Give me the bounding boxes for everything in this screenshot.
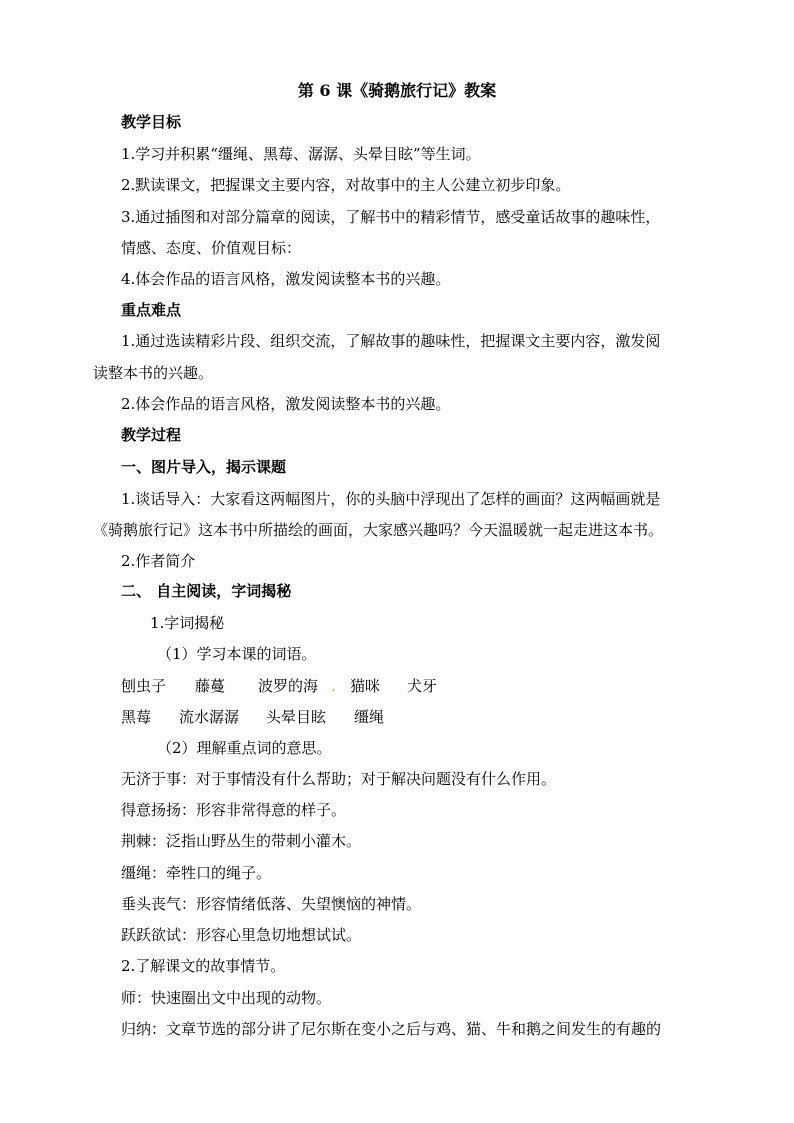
section-1-heading: 一、图片导入，揭示课题: [121, 458, 287, 476]
section-2-sub-1a: （1）学习本课的词语。: [157, 645, 317, 663]
section-2-sub-1: 1.字词揭秘: [150, 614, 225, 632]
section-2-sub-2: 2.了解课文的故事情节。: [121, 957, 286, 975]
key-point-1-line-2: 读整本书的兴趣。: [93, 364, 214, 382]
definition-5: 垂头丧气：形容情绪低落、失望懊恼的神情。: [121, 895, 422, 913]
definition-3: 荆棘：泛指山野丛生的带刺小灌木。: [121, 832, 362, 850]
section-2-heading: 二、 自主阅读，字词揭秘: [121, 582, 292, 600]
objective-values-label: 情感、态度、价值观目标：: [121, 239, 302, 257]
objective-item-1: 1.学习并积累“缰绳、黑莓、潺潺、头晕目眩”等生词。: [121, 145, 481, 163]
section-1-item-2: 2.作者简介: [121, 552, 196, 570]
vocab-word: 犬牙: [407, 677, 438, 695]
vocab-word: 刨虫子: [121, 677, 167, 695]
key-point-1-line-1: 1.通过选读精彩片段、组织交流，了解故事的趣味性，把握课文主要内容，激发阅: [121, 332, 661, 350]
objectives-heading: 教学目标: [121, 113, 182, 131]
definition-4: 缰绳：牵牲口的绳子。: [121, 864, 272, 882]
objective-item-2: 2.默读课文，把握课文主要内容，对故事中的主人公建立初步印象。: [121, 176, 571, 194]
vocab-word: 猫咪: [350, 677, 381, 695]
teacher-instruction: 师：快速圈出文中出现的动物。: [121, 989, 332, 1007]
vocab-word: 藤蔓: [195, 677, 226, 695]
vocab-word: 流水潺潺: [179, 708, 240, 726]
key-point-2: 2.体会作品的语言风格，激发阅读整本书的兴趣。: [121, 395, 451, 413]
vocab-word: 波罗的海: [258, 677, 319, 695]
objective-item-3: 3.通过插图和对部分篇章的阅读，了解书中的精彩情节，感受童话故事的趣味性，: [121, 208, 661, 226]
section-2-sub-1b: （2）理解重点词的意思。: [157, 739, 332, 757]
vocab-word: 黑莓: [121, 708, 152, 726]
summary-line: 归纳：文章节选的部分讲了尼尔斯在变小之后与鸡、猫、牛和鹅之间发生的有趣的: [121, 1020, 662, 1038]
document-title: 第 6 课《骑鹅旅行记》教案: [297, 81, 497, 100]
vocab-dot-mark: .: [331, 677, 336, 695]
section-1-item-1-line-1: 1.谈话导入：大家看这两幅图片，你的头脑中浮现出了怎样的画面？这两幅画就是: [121, 490, 661, 508]
vocab-word: 头晕目眩: [266, 708, 327, 726]
definition-6: 跃跃欲试：形容心里急切地想试试。: [121, 926, 362, 944]
process-heading: 教学过程: [121, 426, 182, 444]
definition-2: 得意扬扬：形容非常得意的样子。: [121, 801, 347, 819]
definition-1: 无济于事：对于事情没有什么帮助；对于解决问题没有什么作用。: [121, 770, 557, 788]
key-points-heading: 重点难点: [121, 301, 182, 319]
objective-item-4: 4.体会作品的语言风格，激发阅读整本书的兴趣。: [121, 270, 451, 288]
vocab-word: 缰绳: [354, 708, 385, 726]
section-1-item-1-line-2: 《骑鹅旅行记》这本书中所描绘的画面，大家感兴趣吗？今天温暖就一起走进这本书。: [93, 521, 664, 539]
